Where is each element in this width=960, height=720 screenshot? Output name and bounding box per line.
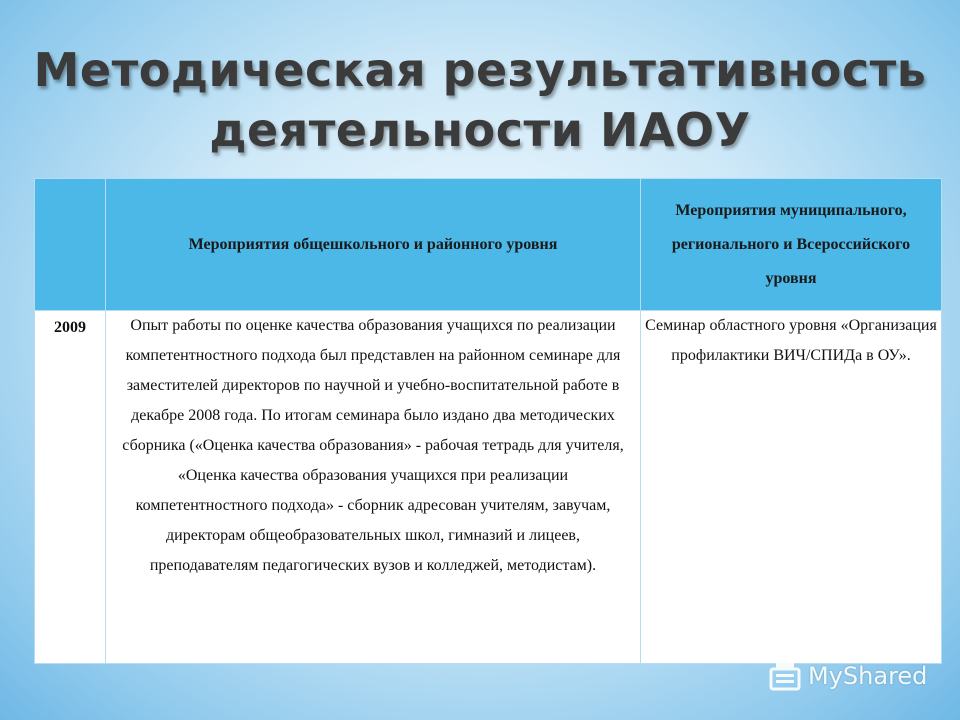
- myshared-watermark[interactable]: [768, 656, 927, 696]
- header-year-cell: [35, 179, 106, 311]
- results-table: [34, 178, 942, 664]
- myshared-logo-icon: [768, 660, 804, 692]
- slide-title-line-2: деятельности ИАОУ: [209, 103, 751, 157]
- row-school-district-cell: Опыт работы по оценке качества образования учащихся по реализации компетентностного подхода был представлен на районном семинаре для заместителей директоров по научной и учебно-воспитательной работе в декабре 2008 года. По итогам семинара было издано два методических сборника («Оценка качества образования» - рабочая тетрадь для учителя, «Оценка качества образования учащихся при реализации компетентностного подхода» - сборник адресован учителям, завучам, директорам общеобразовательных школ, гимназий и лицеев, преподавателям педагогических вузов и колледжей, методистам).: [106, 311, 641, 664]
- slide-title: [0, 40, 960, 160]
- row-year-cell: 2009: [35, 311, 106, 664]
- row-municipal-regional-cell: Семинар областного уровня «Организация профилактики ВИЧ/СПИДа в ОУ».: [641, 311, 942, 664]
- header-school-district-level: Мероприятия общешкольного и районного уровня: [106, 179, 641, 311]
- table-header-row: [35, 179, 942, 311]
- watermark-text: MyShared: [808, 662, 928, 690]
- slide-title-line-1: Методическая результативность: [33, 43, 927, 97]
- table-row: [35, 311, 942, 664]
- header-municipal-regional-level: Мероприятия муниципального, регионального и Всероссийского уровня: [641, 179, 942, 311]
